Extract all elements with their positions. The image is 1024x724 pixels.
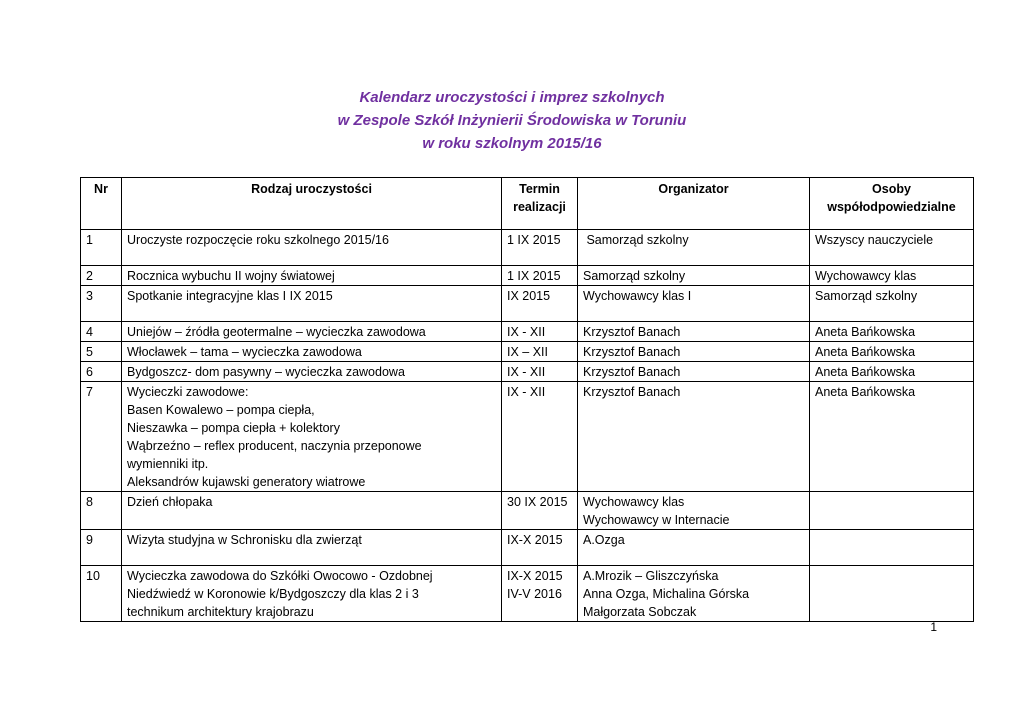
cell-nr: 5 — [81, 342, 122, 362]
cell-organizator: Wychowawcy klas Wychowawcy w Internacie — [578, 492, 810, 530]
cell-organizator: Krzysztof Banach — [578, 382, 810, 492]
page-number: 1 — [930, 620, 937, 634]
table-row — [81, 322, 974, 342]
cell-rodzaj: Uniejów – źródła geotermalne – wycieczka zawodowa — [122, 322, 502, 342]
title-line-1: Kalendarz uroczystości i imprez szkolnych — [359, 89, 665, 106]
events-table — [80, 177, 974, 622]
cell-organizator: Krzysztof Banach — [578, 362, 810, 382]
cell-nr: 10 — [81, 566, 122, 622]
cell-osoby: Aneta Bańkowska — [810, 362, 974, 382]
cell-termin: IX-X 2015 — [502, 530, 578, 566]
cell-osoby: Aneta Bańkowska — [810, 342, 974, 362]
cell-osoby: Samorząd szkolny — [810, 286, 974, 322]
cell-organizator: A.Mrozik – Gliszczyńska Anna Ozga, Michalina Górska Małgorzata Sobczak — [578, 566, 810, 622]
header-nr: Nr — [81, 178, 122, 230]
cell-nr: 6 — [81, 362, 122, 382]
cell-rodzaj: Włocławek – tama – wycieczka zawodowa — [122, 342, 502, 362]
table-row — [81, 382, 974, 492]
cell-rodzaj: Spotkanie integracyjne klas I IX 2015 — [122, 286, 502, 322]
cell-rodzaj: Wycieczki zawodowe: Basen Kowalewo – pompa ciepła, Nieszawka – pompa ciepła + kolektory Wąbrzeźno – reflex producent, naczynia przeponowe wymienniki itp. Aleksandrów kujawski generatory wiatrowe — [122, 382, 502, 492]
table-row — [81, 286, 974, 322]
cell-osoby — [810, 566, 974, 622]
cell-nr: 7 — [81, 382, 122, 492]
table-row — [81, 230, 974, 266]
cell-osoby: Wychowawcy klas — [810, 266, 974, 286]
cell-rodzaj: Rocznica wybuchu II wojny światowej — [122, 266, 502, 286]
cell-nr: 1 — [81, 230, 122, 266]
cell-organizator: Wychowawcy klas I — [578, 286, 810, 322]
cell-termin: IX - XII — [502, 362, 578, 382]
header-osoby: Osoby współodpowiedzialne — [810, 178, 974, 230]
cell-termin: 1 IX 2015 — [502, 266, 578, 286]
title-line-3: w roku szkolnym 2015/16 — [422, 135, 602, 152]
cell-termin: 1 IX 2015 — [502, 230, 578, 266]
title-line-2: w Zespole Szkół Inżynierii Środowiska w Toruniu — [337, 112, 687, 129]
header-termin: Termin realizacji — [502, 178, 578, 230]
cell-termin: IX - XII — [502, 382, 578, 492]
table-row — [81, 362, 974, 382]
table-row — [81, 342, 974, 362]
cell-organizator: Krzysztof Banach — [578, 322, 810, 342]
cell-rodzaj: Uroczyste rozpoczęcie roku szkolnego 2015/16 — [122, 230, 502, 266]
cell-osoby: Aneta Bańkowska — [810, 382, 974, 492]
header-rodzaj: Rodzaj uroczystości — [122, 178, 502, 230]
cell-nr: 9 — [81, 530, 122, 566]
document-title — [0, 86, 1024, 155]
cell-osoby — [810, 492, 974, 530]
table-row — [81, 492, 974, 530]
cell-nr: 3 — [81, 286, 122, 322]
cell-nr: 8 — [81, 492, 122, 530]
cell-organizator: Krzysztof Banach — [578, 342, 810, 362]
cell-rodzaj: Dzień chłopaka — [122, 492, 502, 530]
cell-osoby: Wszyscy nauczyciele — [810, 230, 974, 266]
cell-osoby: Aneta Bańkowska — [810, 322, 974, 342]
cell-termin: IX – XII — [502, 342, 578, 362]
header-organizator: Organizator — [578, 178, 810, 230]
cell-nr: 4 — [81, 322, 122, 342]
table-row — [81, 566, 974, 622]
header-row — [81, 178, 974, 230]
cell-rodzaj: Wizyta studyjna w Schronisku dla zwierząt — [122, 530, 502, 566]
cell-termin: IX - XII — [502, 322, 578, 342]
cell-nr: 2 — [81, 266, 122, 286]
cell-organizator: Samorząd szkolny — [578, 230, 810, 266]
cell-osoby — [810, 530, 974, 566]
cell-termin: IX-X 2015 IV-V 2016 — [502, 566, 578, 622]
table-row — [81, 530, 974, 566]
cell-rodzaj: Bydgoszcz- dom pasywny – wycieczka zawodowa — [122, 362, 502, 382]
cell-rodzaj: Wycieczka zawodowa do Szkółki Owocowo - Ozdobnej Niedźwiedź w Koronowie k/Bydgoszczy dla klas 2 i 3 technikum architektury krajobrazu — [122, 566, 502, 622]
cell-organizator: Samorząd szkolny — [578, 266, 810, 286]
cell-termin: 30 IX 2015 — [502, 492, 578, 530]
cell-termin: IX 2015 — [502, 286, 578, 322]
cell-organizator: A.Ozga — [578, 530, 810, 566]
table-row — [81, 266, 974, 286]
